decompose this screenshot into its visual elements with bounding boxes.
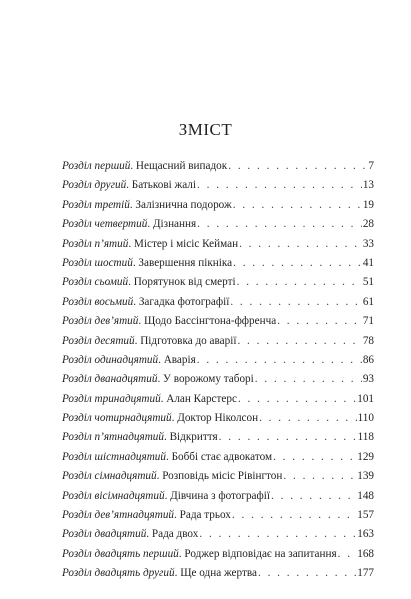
page-number: 139 <box>357 470 374 483</box>
toc-entry-title <box>62 490 270 502</box>
chapter-number: Розділ двадцять перший <box>62 547 179 560</box>
chapter-name: Боббі стає адвокатом <box>171 450 273 463</box>
chapter-separator: . <box>174 567 181 580</box>
page-number: 129 <box>357 450 374 463</box>
toc-entry-title <box>62 296 229 308</box>
chapter-number: Розділ другий <box>62 179 127 192</box>
chapter-number: Розділ десятий <box>62 334 135 347</box>
chapter-number: Розділ шістнадцятий <box>62 450 166 463</box>
chapter-number: Розділ п’ятий <box>62 237 129 250</box>
chapter-number: Розділ двадцять другий <box>62 567 175 580</box>
dot-leader <box>199 528 356 540</box>
dot-leader <box>277 315 362 327</box>
toc-entry-title <box>62 218 196 230</box>
chapter-name: Завершення пікніка <box>138 256 233 269</box>
chapter-number: Розділ двадцятий <box>62 528 147 541</box>
dot-leader <box>238 393 356 405</box>
page-number: 168 <box>357 547 374 560</box>
dot-leader <box>237 276 362 288</box>
chapter-number: Розділ дванадцятий <box>62 373 158 386</box>
chapter-number: Розділ перший <box>62 160 131 172</box>
toc-entry <box>62 160 374 179</box>
table-of-contents <box>62 160 374 587</box>
toc-entry <box>62 199 374 218</box>
toc-entry-title <box>62 412 258 424</box>
toc-entry-title <box>62 199 232 211</box>
dot-leader <box>228 160 367 172</box>
dot-leader <box>219 431 357 443</box>
toc-entry <box>62 509 374 528</box>
dot-leader <box>197 179 362 191</box>
chapter-name: Порятунок від смерті <box>133 276 236 289</box>
dot-leader <box>258 567 356 579</box>
page-number: 101 <box>357 392 374 405</box>
page-number: 93 <box>362 373 374 386</box>
chapter-number: Розділ сімнадцятий <box>62 470 157 483</box>
chapter-name: У ворожому таборі <box>163 373 254 386</box>
chapter-separator: . <box>178 547 185 560</box>
page-number: 41 <box>362 256 374 269</box>
chapter-name: Алан Карстерс <box>166 392 237 405</box>
page-title: ЗМІСТ <box>178 120 233 139</box>
toc-entry <box>62 431 374 450</box>
page-number: 33 <box>362 237 374 250</box>
toc-entry-title <box>62 160 227 172</box>
chapter-separator: . <box>129 198 136 211</box>
page-number: 177 <box>357 567 374 580</box>
toc-entry-title <box>62 373 254 385</box>
page-number: 71 <box>362 315 374 328</box>
toc-entry-title <box>62 238 238 250</box>
toc-entry <box>62 354 374 373</box>
toc-entry <box>62 373 374 392</box>
chapter-name: Дівчина з фотографії <box>170 489 270 502</box>
dot-leader <box>259 412 357 424</box>
chapter-separator: . <box>166 450 172 463</box>
chapter-name: Відкриття <box>169 431 218 444</box>
chapter-name: Підготовка до аварії <box>140 334 237 347</box>
chapter-separator: . <box>138 315 144 328</box>
chapter-separator: . <box>157 373 164 386</box>
page-number: 51 <box>362 276 374 289</box>
chapter-name: Аварія <box>163 353 196 366</box>
toc-entry-title <box>62 276 236 288</box>
chapter-name: Залізнична подорож <box>135 198 232 211</box>
page-number: 13 <box>362 179 374 192</box>
chapter-number: Розділ одинадцятий <box>62 353 159 366</box>
dot-leader <box>230 296 361 308</box>
page-number: 86 <box>362 353 374 366</box>
chapter-number: Розділ п’ятнадцятий <box>62 431 164 444</box>
toc-entry <box>62 335 374 354</box>
chapter-name: Нещасний випадок <box>135 160 228 172</box>
toc-entry-title <box>62 354 196 366</box>
chapter-separator: . <box>126 179 132 192</box>
chapter-number: Розділ восьмий <box>62 295 134 308</box>
toc-entry <box>62 567 374 586</box>
dot-leader <box>273 451 356 463</box>
toc-entry-title <box>62 567 257 579</box>
toc-entry <box>62 451 374 470</box>
chapter-separator: . <box>133 295 139 308</box>
chapter-number: Розділ дев’ятнадцятий <box>62 509 175 522</box>
page-number: 163 <box>357 528 374 541</box>
toc-entry-title <box>62 451 272 463</box>
dot-leader <box>233 199 362 211</box>
dot-leader <box>283 470 356 482</box>
chapter-separator: . <box>147 218 153 231</box>
chapter-name: Роджер відповідає на запитання <box>184 547 337 560</box>
toc-entry-title <box>62 257 232 269</box>
page-number: 78 <box>362 334 374 347</box>
toc-entry-title <box>62 315 276 327</box>
page-number: 157 <box>357 509 374 522</box>
chapter-separator: . <box>156 470 163 483</box>
toc-entry <box>62 490 374 509</box>
toc-entry <box>62 393 374 412</box>
toc-entry <box>62 470 374 489</box>
chapter-separator: . <box>164 489 171 502</box>
dot-leader <box>255 373 362 385</box>
chapter-number: Розділ вісімнадцятий <box>62 489 165 502</box>
chapter-number: Розділ тринадцятий <box>62 392 161 405</box>
toc-entry <box>62 315 374 334</box>
toc-entry-title <box>62 335 236 347</box>
page-number: 118 <box>357 431 374 444</box>
toc-entry-title <box>62 470 282 482</box>
page-number: 61 <box>362 295 374 308</box>
chapter-name: Містер і місіс Кейман <box>133 237 239 250</box>
toc-entry <box>62 296 374 315</box>
chapter-number: Розділ сьомий <box>62 276 129 289</box>
chapter-separator: . <box>128 237 134 250</box>
chapter-number: Розділ шостий <box>62 256 133 269</box>
chapter-name: Щодо Бассінгтона-ффренча <box>143 315 277 328</box>
chapter-number: Розділ четвертий <box>62 218 148 231</box>
toc-entry <box>62 238 374 257</box>
chapter-separator: . <box>128 276 134 289</box>
page-number: 110 <box>357 412 374 425</box>
toc-entry-title <box>62 509 231 521</box>
chapter-separator: . <box>146 528 152 541</box>
toc-entry-title <box>62 528 198 540</box>
chapter-name: Рада двох <box>151 528 199 541</box>
chapter-name: Рада трьох <box>179 509 231 522</box>
chapter-name: Дізнання <box>152 218 197 231</box>
chapter-name: Загадка фотографії <box>138 295 230 308</box>
chapter-separator: . <box>160 392 167 405</box>
chapter-number: Розділ чотирнадцятий <box>62 412 172 425</box>
chapter-separator: . <box>158 353 164 366</box>
page-number: 19 <box>362 198 374 211</box>
chapter-name: Батькові жалі <box>131 179 196 192</box>
toc-entry <box>62 179 374 198</box>
dot-leader <box>197 354 362 366</box>
dot-leader <box>239 238 362 250</box>
page-number: 28 <box>362 218 374 231</box>
chapter-separator: . <box>130 160 136 172</box>
dot-leader <box>233 257 362 269</box>
chapter-name: Розповідь місіс Рівінгтон <box>162 470 283 483</box>
toc-entry <box>62 218 374 237</box>
toc-entry <box>62 548 374 567</box>
chapter-separator: . <box>164 431 170 444</box>
toc-entry <box>62 528 374 547</box>
toc-entry-title <box>62 548 337 560</box>
chapter-separator: . <box>132 256 139 269</box>
dot-leader <box>197 218 362 230</box>
toc-entry <box>62 276 374 295</box>
chapter-number: Розділ дев’ятий <box>62 315 139 328</box>
toc-entry-title <box>62 393 237 405</box>
dot-leader <box>232 509 356 521</box>
chapter-name: Доктор Ніколсон <box>177 412 259 425</box>
dot-leader <box>237 335 361 347</box>
toc-entry-title <box>62 179 196 191</box>
dot-leader <box>338 548 357 560</box>
toc-entry <box>62 412 374 431</box>
toc-entry-title <box>62 431 218 443</box>
dot-leader <box>271 490 356 502</box>
chapter-name: Ще одна жертва <box>180 567 257 580</box>
page-number: 7 <box>368 160 374 172</box>
chapter-number: Розділ третій <box>62 198 130 211</box>
chapter-separator: . <box>174 509 180 522</box>
page-number: 148 <box>357 489 374 502</box>
toc-entry <box>62 257 374 276</box>
chapter-separator: . <box>171 412 178 425</box>
chapter-separator: . <box>134 334 141 347</box>
